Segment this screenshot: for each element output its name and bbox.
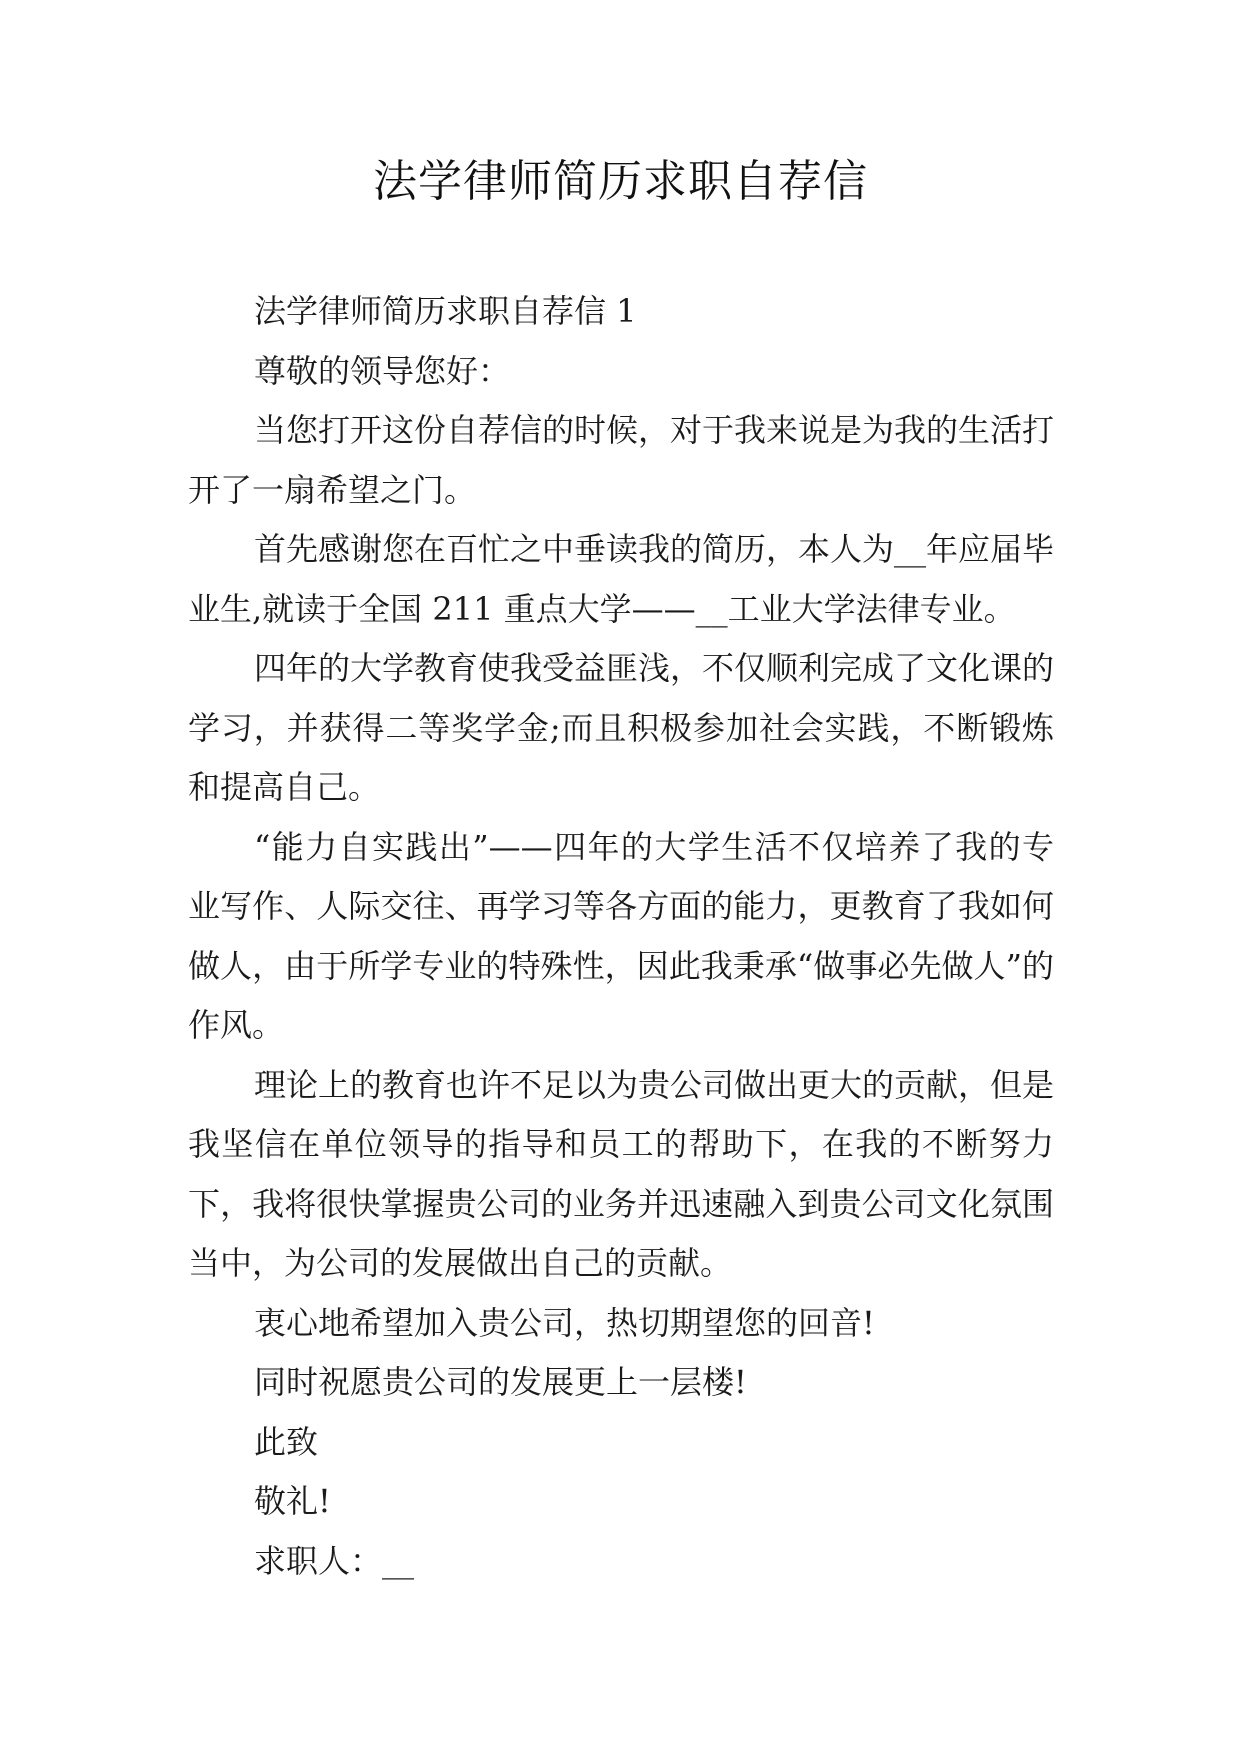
closing-phrase: 此致 [254, 1422, 319, 1461]
closing-regards: 敬礼! [254, 1482, 331, 1520]
body-paragraph: 理论上的教育也许不足以为贵公司做出更大的贡献，但是我坚信在单位领导的指导和员工的帮助下，在我的不断努力下，我将很快掌握贵公司的业务并迅速融入到贵公司文化氛围当中，为公司的发展做出自己的贡献。 [188, 1065, 1055, 1282]
body-paragraph: 四年的大学教育使我受益匪浅，不仅顺利完成了文化课的学习，并获得二等奖学金;而且积极参加社会实践，不断锻炼和提高自己。 [188, 649, 1055, 806]
body-paragraph: 首先感谢您在百忙之中垂读我的简历，本人为__年应届毕业生,就读于全国 211 重点大学——__工业大学法律专业。 [188, 530, 1055, 628]
document-title: 法学律师简历求职自荐信 [373, 156, 868, 207]
body-paragraph: 当您打开这份自荐信的时候，对于我来说是为我的生活打开了一扇希望之门。 [188, 411, 1055, 509]
closing-wish: 衷心地希望加入贵公司，热切期望您的回音! [254, 1303, 875, 1342]
signature-line: 求职人：__ [254, 1541, 415, 1580]
document-body [188, 282, 1054, 1591]
body-paragraph: “能力自实践出”——四年的大学生活不仅培养了我的专业写作、人际交往、再学习等各方面的能力，更教育了我如何做人，由于所学专业的特殊性，因此我秉承“做事必先做人”的作风。 [188, 827, 1054, 1044]
letter-heading: 法学律师简历求职自荐信 1 [254, 292, 637, 330]
closing-wish: 同时祝愿贵公司的发展更上一层楼! [254, 1363, 747, 1401]
salutation: 尊敬的领导您好： [254, 351, 511, 390]
